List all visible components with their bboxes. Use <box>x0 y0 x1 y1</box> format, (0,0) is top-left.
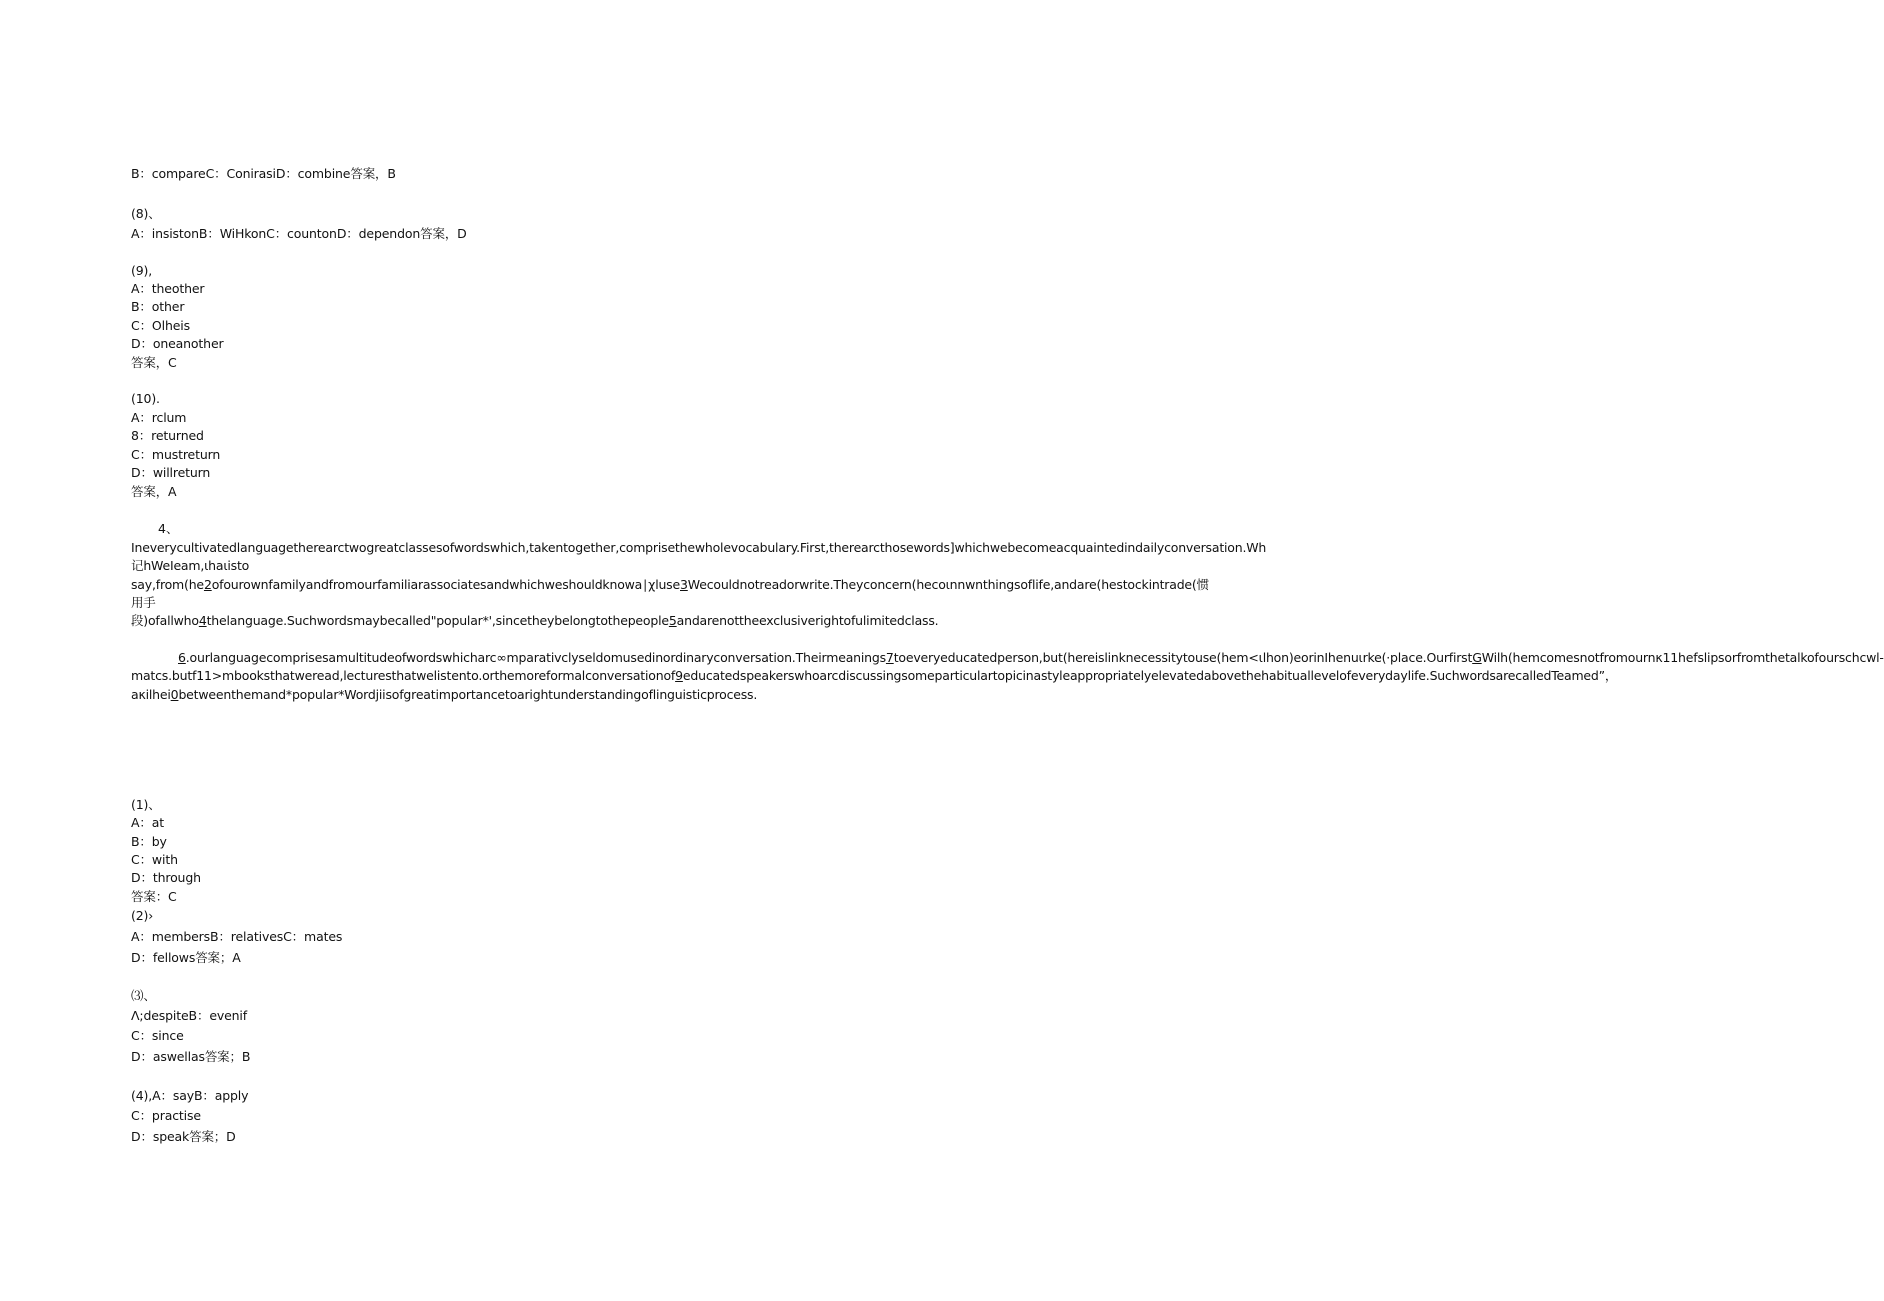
question-9-option-d: D：oneanother <box>131 336 224 351</box>
s4-question-4-option-d-answer: D：speak答案；D <box>131 1129 236 1144</box>
passage-text: .ourlanguagecomprisesamultitudeofwordswhicharc∞mparativclyseldomusedinordinaryconversation.T <box>185 650 804 665</box>
passage-text: hWeIeam,ιhaιisto say,from(he <box>131 558 250 592</box>
s4-question-2-options-answer: D：fellows答案；A <box>131 950 241 965</box>
passage-text: toeveryeducatedperson,but(hereislinknecessitytouse(hem<ιlhon)eorinIhenuιrke(·place.Ourfirst <box>893 650 1473 665</box>
s4-question-1-answer: 答案：C <box>131 889 177 904</box>
passage-paragraph-2 <box>131 649 1884 704</box>
s4-question-1-option-c: C：with <box>131 852 178 867</box>
section-4-number: 4、 <box>158 521 179 536</box>
question-10-answer: 答案，A <box>131 484 177 499</box>
passage-text: betweenthemand*popular*Wordjiisofgreatimportancetoarightunderstandingoflinguisticprocess. <box>178 686 758 702</box>
s4-question-4-options: (4),A：sayB：apply <box>131 1088 249 1103</box>
s4-question-2-options: A：membersB：relativesC：mates <box>131 929 343 944</box>
question-9-option-a: A：theother <box>131 281 205 296</box>
question-10-option-a: A：rclum <box>131 410 187 425</box>
s4-question-3-options: Λ;despiteB：evenif <box>131 1008 247 1023</box>
passage-text: heirmeanings <box>803 650 886 665</box>
passage-text: W <box>687 576 700 592</box>
s4-question-3-option-c: C：since <box>131 1028 184 1043</box>
s4-question-3-number: ⑶、 <box>131 988 156 1003</box>
blank-4: 4 <box>198 613 207 629</box>
blank-2: 2 <box>203 576 212 592</box>
s4-question-1-option-d: D：through <box>131 870 201 885</box>
passage-text: educatedspeakersw <box>682 668 805 684</box>
passage-text: aκilhei <box>131 686 171 702</box>
question-8-options: A：insistonB：WiHkonC：countonD：dependon答案，D <box>131 226 467 241</box>
blank-3: 3 <box>680 576 688 592</box>
passage-text: Wilh(hemcomesnotfromournκ11hefslipsorfromthetalkofourschcwl- <box>1481 650 1884 665</box>
blank-7: 7 <box>885 650 894 665</box>
blank-5: 5 <box>668 613 677 629</box>
passage-text: andarenottheexclusi <box>676 613 801 629</box>
blank-8: G <box>1472 650 1482 665</box>
question-9-number: (9), <box>131 263 153 278</box>
question-10-option-c: C：mustreturn <box>131 447 221 462</box>
passage-text: hoarcdiscussingsomeparticulartopicinastyleappropriatelyelevatedabovethehabituallevelofeverydaylife.Suchwor <box>804 668 1482 684</box>
s4-question-1-option-a: A：at <box>131 815 165 830</box>
question-8-number: (8)、 <box>131 206 161 221</box>
s4-question-1-number: (1)、 <box>131 797 161 812</box>
question-10-number: (10). <box>131 391 160 406</box>
passage-text: rst,therearcthosewords]whichwebecomeacquaintedindailyconversation.Wh记 <box>131 540 1267 574</box>
passage-text: ofourownfamilyandfromourfamiliarassociatesandwhichweshouldknowa∣χluse <box>211 576 680 592</box>
question-9-answer: 答案，C <box>131 355 177 370</box>
s4-question-1-option-b: B：by <box>131 834 167 849</box>
question-10-option-b: 8：returned <box>131 428 204 443</box>
s4-question-3-option-d-answer: D：aswellas答案；B <box>131 1049 251 1064</box>
passage-text: ecouldnotreadorwrite.Theyconcern(hecoιnnwnthingsoflife,andare(hestockintrade(惯用手 <box>131 576 1209 610</box>
blank-6: 6 <box>178 650 186 665</box>
passage-paragraph-1 <box>131 539 1267 630</box>
question-9-option-b: B：other <box>131 299 185 314</box>
s4-question-2-number: (2)› <box>131 908 154 923</box>
passage-text: Ineverycultivatedlanguagetherearctwogreatclassesofwordswhich,takentogether,comprisethewholevocabulary.Fi <box>131 540 810 555</box>
passage-text: verightofulimitedclass. <box>800 613 939 629</box>
passage-text: matcs.butf11>mbooksthatweread,lecturesthatwelistento.orthemoreformalconversationof <box>131 668 676 684</box>
question-10-option-d: D：willreturn <box>131 465 211 480</box>
blank-9: 9 <box>675 668 683 684</box>
passage-text: 段)ofallwho <box>131 613 199 629</box>
passage-text: dsarecalledTeamed”， <box>1481 668 1618 684</box>
passage-text: thelanguage.Suchwordsmaybecalled"popular*',sincetheybelongtothepeople <box>206 613 669 629</box>
question-9-option-c: C：Olheis <box>131 318 190 333</box>
blank-10: 0 <box>170 686 179 702</box>
s4-question-4-option-c: C：practise <box>131 1108 201 1123</box>
question-7-options-tail: B：compareC：ConirasiD：combine答案，B <box>131 166 396 181</box>
